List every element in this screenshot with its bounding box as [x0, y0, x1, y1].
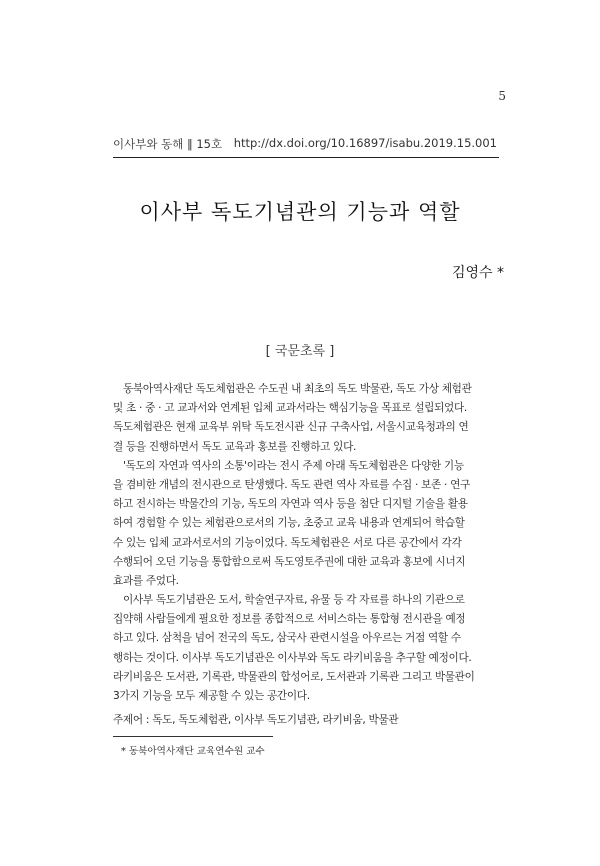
keywords: 주제어 : 독도, 독도체험관, 이사부 독도기념관, 라키비움, 박물관: [113, 714, 399, 726]
abstract-body: [113, 380, 499, 706]
header-rule: [113, 157, 499, 158]
doi-link[interactable]: http://dx.doi.org/10.16897/isabu.2019.15.001: [233, 136, 497, 150]
abstract-line: '독도의 자연과 역사의 소통'이라는 전시 주제 아래 독도체험관은 다양한 기능: [123, 459, 464, 472]
journal-name: 이사부와 동해 ‖ 15호: [113, 137, 223, 151]
page-number: 5: [498, 89, 506, 103]
paper-title: 이사부 독도기념관의 기능과 역할: [139, 200, 461, 224]
abstract-line: 을 겸비한 개념의 전시관으로 탄생했다. 독도 관련 역사 자료를 수집 · 보존 · 연구: [113, 478, 471, 491]
abstract-line: 동북아역사재단 독도체험관은 수도권 내 최초의 독도 박물관, 독도 가상 체험관: [123, 383, 472, 395]
author-affiliation-footnote: * 동북아역사재단 교육연수원 교수: [121, 746, 265, 757]
abstract-line: 3가지 기능을 모두 제공할 수 있는 공간이다.: [113, 690, 310, 702]
abstract-line: 독도체험관은 현재 교육부 위탁 독도전시관 신규 구축사업, 서울시교육청과의 연: [113, 421, 469, 434]
abstract-line: 집약해 사람들에게 필요한 정보를 종합적으로 서비스하는 통합형 전시관을 예정: [113, 613, 466, 626]
abstract-line: 수 있는 입체 교과서로서의 기능이었다. 독도체험관은 서로 다른 공간에서 각각: [113, 536, 462, 549]
abstract-line: 하여 경험할 수 있는 체험관으로서의 기능, 초중고 교육 내용과 연계되어 학습할: [113, 517, 465, 530]
abstract-line: 이사부 독도기념관은 도서, 학술연구자료, 유물 등 각 자료를 하나의 기관으로: [123, 594, 465, 607]
author-name: 김영수 *: [451, 265, 504, 281]
abstract-line: 결 등을 진행하면서 독도 교육과 홍보를 진행하고 있다.: [113, 440, 357, 453]
footnote-rule: [113, 736, 273, 737]
running-header: [113, 136, 497, 152]
abstract-line: 하고 있다. 삼척을 넘어 전국의 독도, 삼국사 관련시설을 아우르는 거점 역할 수: [113, 632, 461, 645]
abstract-line: 행하는 것이다. 이사부 독도기념관은 이사부와 독도 라키비움을 추구할 예정이다.: [113, 651, 472, 664]
abstract-line: 및 초 · 중 · 고 교과서와 연계된 입체 교과서라는 핵심기능을 목표로 설립되었다.: [113, 402, 467, 415]
abstract-line: 효과를 주었다.: [113, 574, 179, 587]
abstract-line: 라키비움은 도서관, 기록관, 박물관의 합성어로, 도서관과 기록관 그리고 박물관이: [113, 670, 475, 683]
abstract-line: 수행되어 오던 기능을 통합함으로써 독도영토주권에 대한 교육과 홍보에 시너지: [113, 555, 466, 568]
abstract-heading: [ 국문초록 ]: [265, 344, 335, 359]
abstract-line: 하고 전시하는 박물간의 기능, 독도의 자연과 역사 등을 첨단 디지털 기술을 활용: [113, 498, 468, 511]
